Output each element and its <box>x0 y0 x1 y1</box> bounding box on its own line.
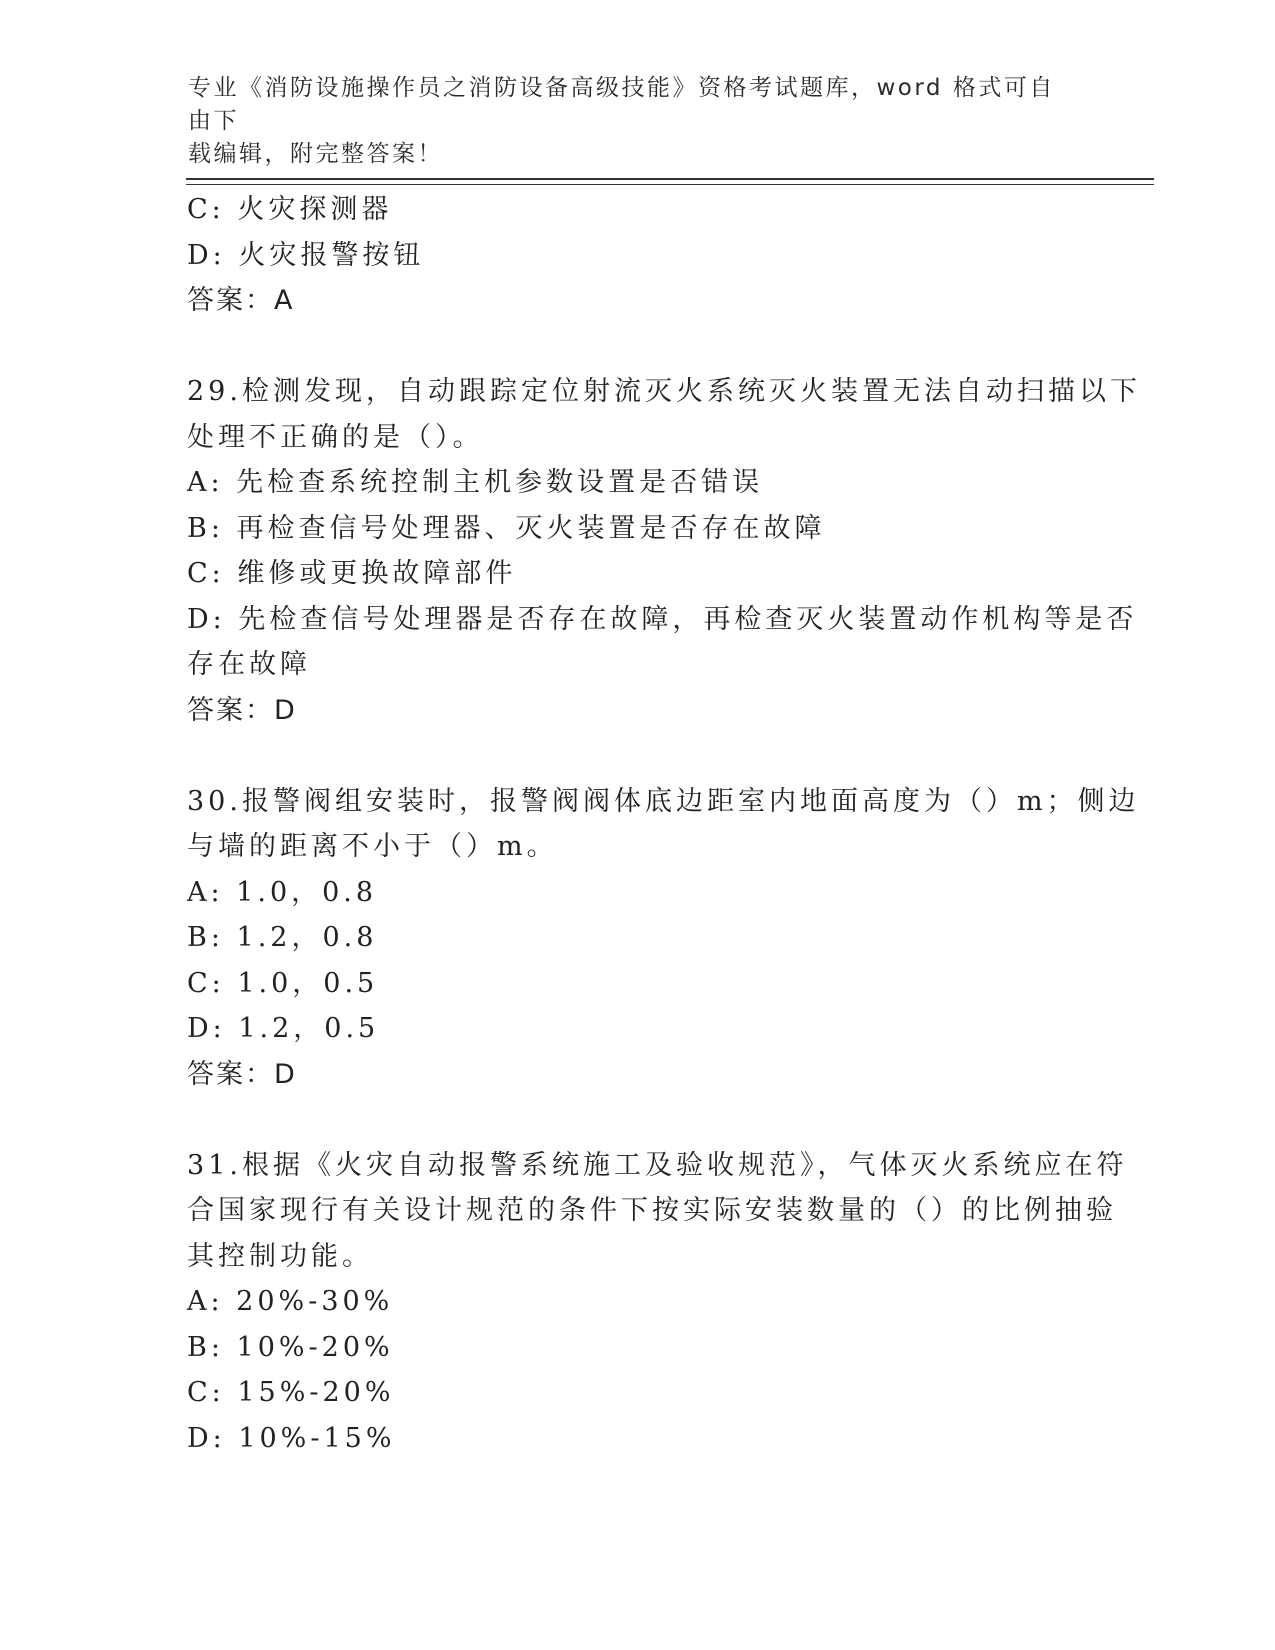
option-a: A: 1.0，0.8 <box>187 876 378 908</box>
option-d-continued: 存在故障 <box>187 649 311 680</box>
option-d: D: 10%-15% <box>187 1422 396 1454</box>
option-c: C: 火灾探测器 <box>187 194 393 225</box>
question-stem: 30.报警阀组安装时，报警阀阀体底边距室内地面高度为（）m；侧边 <box>187 785 1140 817</box>
option-d: D: 1.2，0.5 <box>187 1013 380 1044</box>
answer-line: 答案：D <box>187 1058 297 1090</box>
header-divider-thin <box>186 184 1154 185</box>
spacer <box>187 324 1087 370</box>
option-c: C: 1.0，0.5 <box>187 967 379 999</box>
option-c: C: 15%-20% <box>187 1377 395 1408</box>
option-c: C: 维修或更换故障部件 <box>187 558 517 589</box>
option-b: B: 再检查信号处理器、灭火装置是否存在故障 <box>187 512 826 544</box>
question-block-31 <box>187 1143 1128 1462</box>
answer-line: 答案：A <box>187 285 295 316</box>
spacer <box>187 733 1087 779</box>
question-block-29 <box>187 369 1141 733</box>
option-b: B: 1.2，0.8 <box>187 922 378 953</box>
header-divider-thick <box>186 178 1154 180</box>
question-stem: 处理不正确的是（）。 <box>187 421 484 453</box>
question-block-30 <box>187 779 1140 1098</box>
option-b: B: 10%-20% <box>187 1331 394 1363</box>
question-block-28-continued <box>187 187 1087 324</box>
document-header <box>188 72 1068 171</box>
question-stem: 29.检测发现，自动跟踪定位射流灭火系统灭火装置无法自动扫描以下 <box>187 376 1141 407</box>
answer-line: 答案：D <box>187 694 297 726</box>
header-line-2: 载编辑，附完整答案！ <box>188 141 443 167</box>
spacer <box>187 1097 1087 1143</box>
question-stem: 其控制功能。 <box>187 1240 373 1272</box>
header-line-1: 专业《消防设施操作员之消防设备高级技能》资格考试题库，word 格式可自由下 <box>188 75 1055 134</box>
question-stem: 合国家现行有关设计规范的条件下按实际安装数量的（）的比例抽验 <box>187 1195 1117 1226</box>
question-stem: 31.根据《火灾自动报警系统施工及验收规范》，气体灭火系统应在符 <box>187 1149 1128 1181</box>
option-a: A: 先检查系统控制主机参数设置是否错误 <box>187 467 764 498</box>
question-list <box>187 187 1141 1461</box>
option-d: D: 火灾报警按钮 <box>187 239 425 271</box>
option-d: D: 先检查信号处理器是否存在故障，再检查灭火装置动作机构等是否 <box>187 603 1138 635</box>
option-a: A: 20%-30% <box>187 1286 394 1317</box>
question-stem: 与墙的距离不小于（）m。 <box>187 831 558 862</box>
